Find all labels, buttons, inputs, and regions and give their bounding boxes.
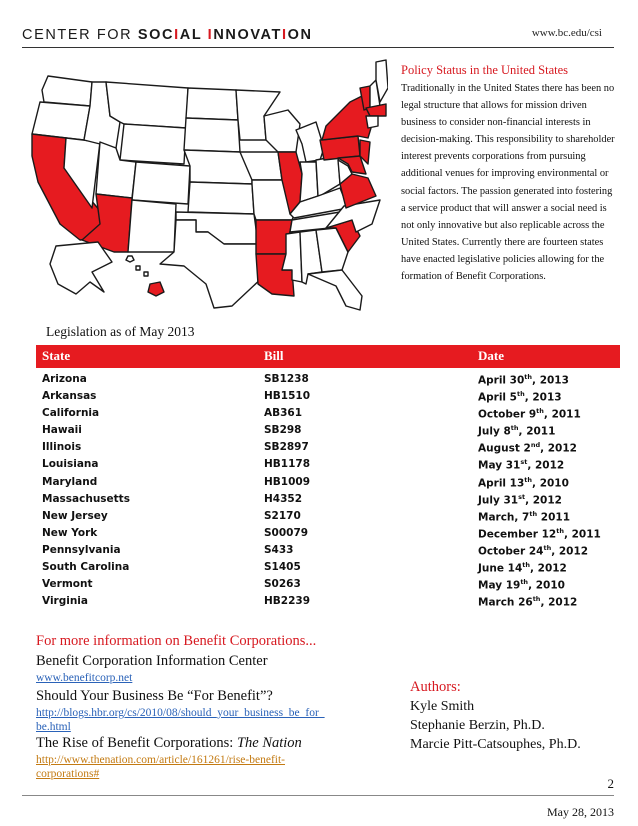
- state-connecticut: [366, 116, 378, 128]
- logo-text-2: SOC: [137, 27, 175, 43]
- state-oregon: [32, 102, 90, 140]
- resource-link[interactable]: www.benefitcorp.net: [36, 672, 133, 684]
- cell-bill: S2170: [264, 509, 301, 522]
- cell-state: California: [42, 407, 100, 420]
- table-row: [36, 558, 620, 575]
- authors-title: Authors:: [410, 679, 461, 695]
- cell-state: Illinois: [42, 441, 82, 454]
- state-florida: [308, 270, 362, 310]
- table-row: [36, 387, 620, 404]
- logo-text-1: CENTER FOR: [22, 27, 138, 43]
- logo-text-4: NNOVAT: [213, 27, 282, 43]
- cell-bill: HB2239: [264, 595, 311, 608]
- more-info-section: [36, 631, 326, 781]
- table-row: [36, 575, 620, 592]
- resource-link[interactable]: http://blogs.hbr.org/cs/2010/08/should_your_business_be_for_be.html: [36, 707, 325, 733]
- author-name: Stephanie Berzin, Ph.D.: [410, 718, 545, 733]
- table-row: [36, 438, 620, 455]
- state-hawaii: [148, 282, 164, 296]
- cell-date: December 12th, 2011: [478, 526, 601, 541]
- header-bill: Bill: [264, 348, 284, 363]
- table-row: [36, 421, 620, 438]
- table-body: [36, 368, 620, 609]
- cell-bill: S0263: [264, 578, 301, 591]
- cell-date: July 31st, 2012: [478, 492, 562, 507]
- state-hawaii-islands: [126, 256, 134, 262]
- cell-date: May 19th, 2010: [478, 578, 565, 592]
- cell-bill: S433: [264, 543, 294, 556]
- header-url[interactable]: www.bc.edu/csi: [531, 27, 602, 39]
- cell-date: April 13th, 2010: [478, 475, 569, 490]
- footer-divider: [22, 795, 614, 796]
- cell-date: April 5th, 2013: [478, 390, 562, 404]
- cell-date: June 14th, 2012: [478, 561, 567, 575]
- resource-link[interactable]: http://www.thenation.com/article/161261/rise-benefit-corporations#: [36, 754, 285, 780]
- logo-accent-3: I: [281, 27, 288, 43]
- page-number: 2: [607, 776, 614, 791]
- cell-state: Pennsylvania: [42, 543, 121, 556]
- author-name: Kyle Smith: [410, 699, 475, 714]
- state-new-mexico: [128, 200, 176, 252]
- authors-section: [410, 678, 581, 754]
- resource-title: Benefit Corporation Information Center: [36, 653, 268, 669]
- state-north-dakota: [186, 88, 238, 120]
- footer-date: May 28, 2013: [547, 805, 614, 819]
- cell-state: Massachusetts: [42, 492, 130, 505]
- legislation-caption: Legislation as of May 2013: [46, 324, 195, 339]
- cell-state: Hawaii: [42, 424, 82, 437]
- table-row: [36, 455, 620, 472]
- cell-date: October 24th, 2012: [478, 543, 589, 558]
- state-wisconsin: [264, 110, 300, 152]
- cell-date: May 31st, 2012: [478, 458, 565, 472]
- cell-date: August 2nd, 2012: [478, 441, 577, 455]
- table-row: [36, 404, 620, 421]
- state-alaska: [50, 242, 112, 294]
- policy-title: Policy Status in the United States: [401, 63, 569, 77]
- table-row: [36, 370, 620, 387]
- cell-bill: HB1178: [264, 458, 311, 471]
- more-info-title: For more information on Benefit Corporations...: [36, 633, 317, 649]
- cell-state: Vermont: [42, 578, 93, 591]
- logo-accent-2: I: [207, 27, 214, 43]
- state-washington: [42, 76, 92, 106]
- table-row: [36, 541, 620, 558]
- cell-bill: S1405: [264, 561, 301, 574]
- cell-state: New York: [42, 526, 98, 539]
- cell-date: March, 7th 2011: [478, 509, 571, 524]
- cell-state: Arkansas: [42, 390, 97, 403]
- cell-bill: S00079: [264, 526, 309, 539]
- table-row: [36, 490, 620, 507]
- state-wyoming: [120, 124, 186, 164]
- cell-bill: AB361: [264, 407, 303, 420]
- cell-state: Arizona: [42, 373, 87, 385]
- resource-title: Should Your Business Be “For Benefit”?: [36, 688, 273, 704]
- table-row: [36, 524, 620, 541]
- us-map: [20, 56, 388, 318]
- table-header: [36, 345, 620, 368]
- table-row: [36, 592, 620, 609]
- cell-date: March 26th, 2012: [478, 595, 578, 609]
- table-row: [36, 507, 620, 524]
- cell-bill: HB1510: [264, 390, 311, 403]
- csi-logo: [22, 27, 313, 43]
- logo-accent-1: I: [174, 27, 180, 43]
- cell-bill: H4352: [264, 492, 303, 505]
- resource-title: The Rise of Benefit Corporations: The Nation: [36, 735, 302, 751]
- author-name: Marcie Pitt-Catsouphes, Ph.D.: [410, 737, 581, 752]
- cell-date: July 8th, 2011: [478, 424, 556, 438]
- state-hawaii-islands-3: [144, 272, 148, 276]
- policy-section: [401, 63, 616, 285]
- logo-text-5: ON: [287, 27, 313, 43]
- header-date: Date: [478, 348, 504, 363]
- cell-bill: HB1009: [264, 475, 311, 488]
- policy-body: Traditionally in the United States there has been no legal structure that allows for mission driven business to consider non-financial interests in decision-making. This responsibility to shareholder interest prevents corporations from pursuing additional venues for improving environmental or social factors. The passion generated into fostering a service product that will answer a social need is not only innovative but also replicable across the United States. Currently there are fourteen states have enacted legislative policies allowing for the formation of Benefit Corporations.: [401, 83, 615, 283]
- logo-text-3: AL: [179, 27, 208, 43]
- header-divider: [22, 47, 614, 48]
- legislation-table: [36, 345, 620, 609]
- state-south-dakota: [184, 118, 240, 152]
- cell-bill: SB2897: [264, 441, 309, 454]
- cell-state: Maryland: [42, 475, 98, 488]
- cell-bill: SB1238: [264, 373, 309, 385]
- state-montana: [106, 82, 188, 128]
- cell-state: South Carolina: [42, 561, 130, 574]
- cell-state: New Jersey: [42, 509, 108, 522]
- cell-date: October 9th, 2011: [478, 407, 581, 421]
- state-indiana: [300, 162, 318, 202]
- cell-state: Virginia: [42, 595, 88, 608]
- table-row: [36, 473, 620, 490]
- state-hawaii-islands-2: [136, 266, 140, 270]
- state-kansas: [188, 182, 254, 214]
- header-state: State: [42, 348, 71, 363]
- cell-bill: SB298: [264, 424, 302, 437]
- cell-state: Louisiana: [42, 458, 99, 471]
- cell-date: April 30th, 2013: [478, 373, 569, 387]
- state-colorado: [132, 162, 190, 204]
